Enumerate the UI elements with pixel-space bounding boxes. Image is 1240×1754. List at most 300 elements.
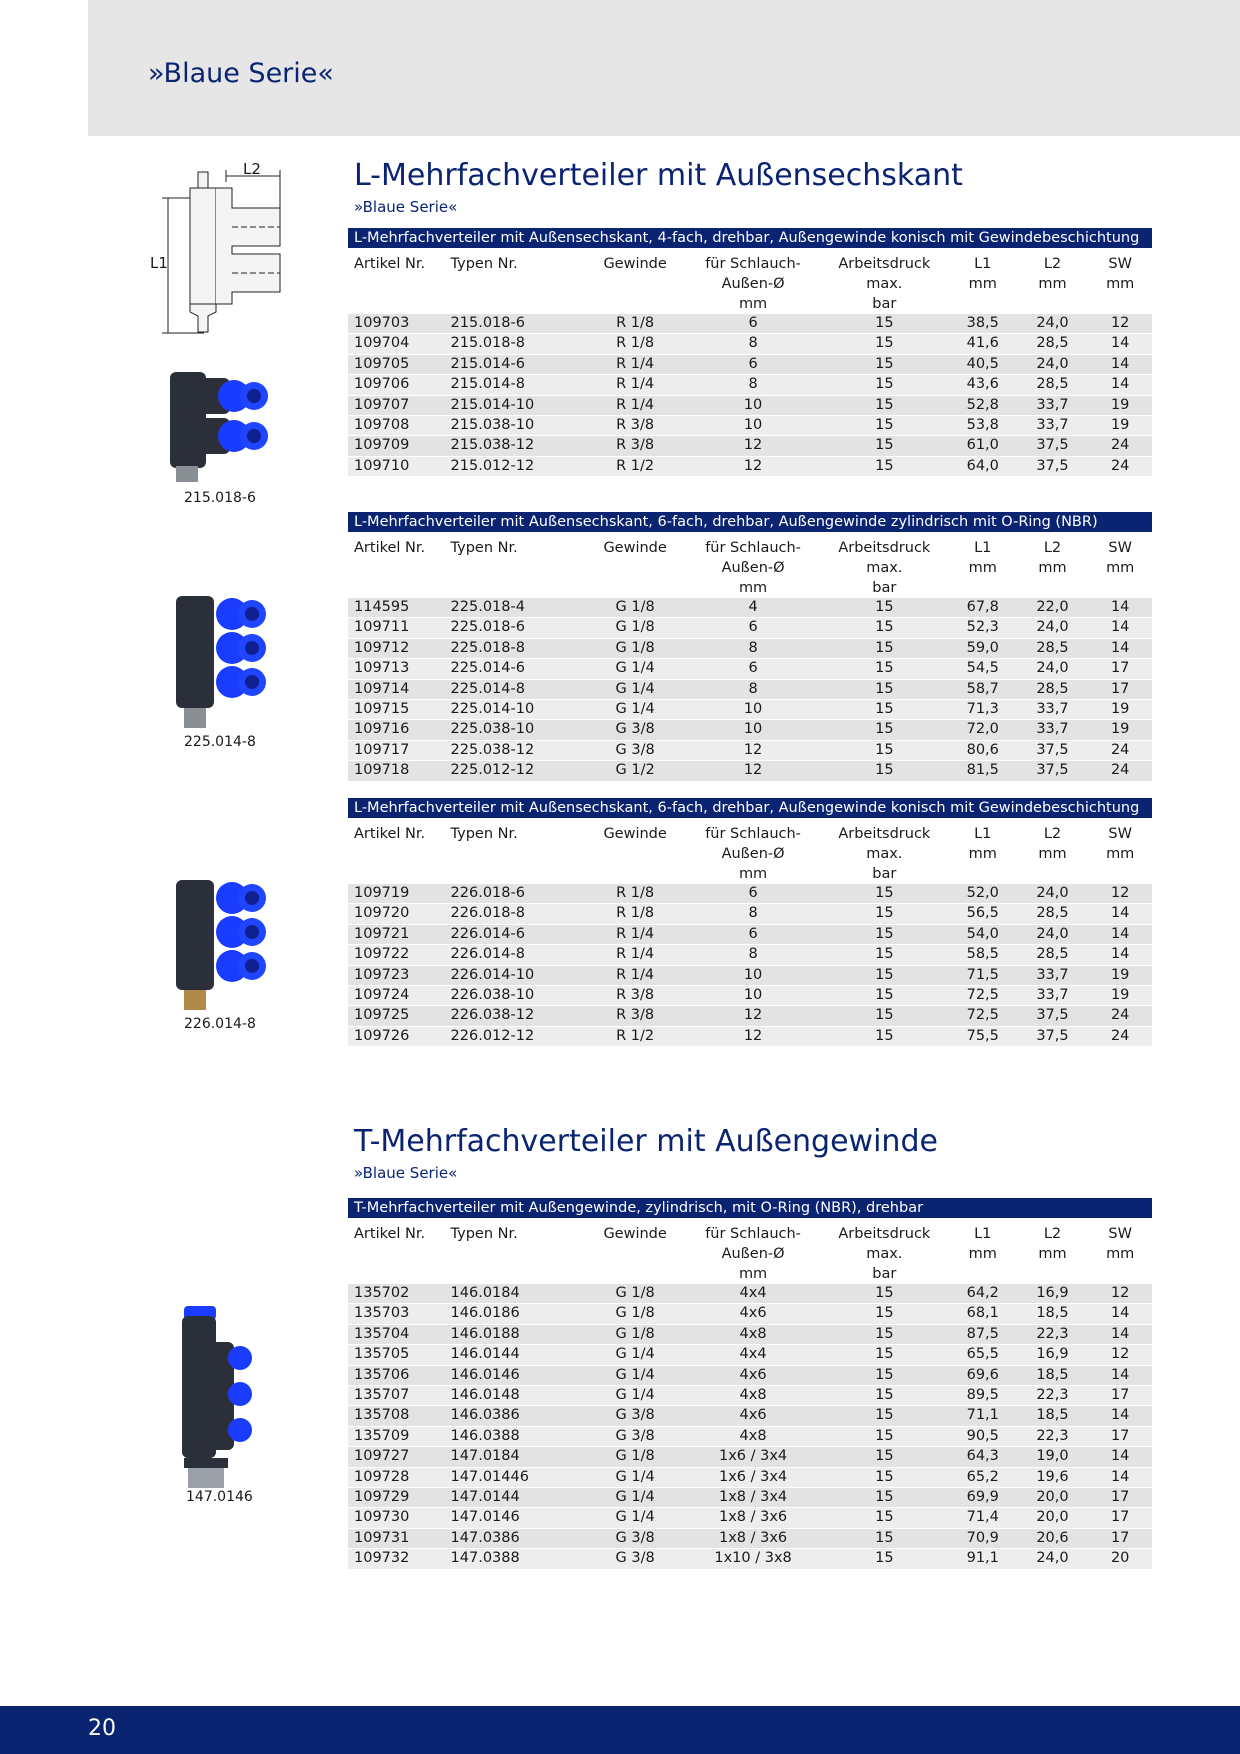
- cell-artikel: 135706: [348, 1365, 451, 1385]
- cell-typen: 225.018-8: [451, 638, 584, 658]
- cell-l2: 16,9: [1017, 1345, 1089, 1365]
- cell-druck: 15: [820, 1026, 949, 1046]
- cell-sw: 24: [1088, 436, 1152, 456]
- cell-l2: 33,7: [1017, 416, 1089, 436]
- cell-l1: 81,5: [949, 761, 1017, 781]
- cell-l2: 28,5: [1017, 334, 1089, 354]
- cell-l1: 58,5: [949, 945, 1017, 965]
- table-row: [348, 618, 1152, 638]
- table-row: [348, 1026, 1152, 1046]
- cell-schlauch: 8: [686, 904, 819, 924]
- cell-typen: 146.0386: [451, 1406, 584, 1426]
- col-header-schlauch: für Schlauch- Außen-Ø mm: [705, 256, 801, 312]
- cell-schlauch: 4x8: [686, 1386, 819, 1406]
- cell-l1: 72,5: [949, 986, 1017, 1006]
- cell-typen: 226.018-6: [451, 884, 584, 904]
- cell-typen: 225.014-8: [451, 679, 584, 699]
- cell-artikel: 109709: [348, 436, 451, 456]
- cell-schlauch: 8: [686, 679, 819, 699]
- cell-l2: 28,5: [1017, 375, 1089, 395]
- cell-druck: 15: [820, 416, 949, 436]
- col-header-gewinde: Gewinde: [603, 1226, 667, 1242]
- cell-sw: 14: [1088, 354, 1152, 374]
- cell-l1: 91,1: [949, 1549, 1017, 1569]
- cell-schlauch: 4x6: [686, 1406, 819, 1426]
- cell-gewinde: G 1/8: [584, 638, 687, 658]
- cell-druck: 15: [820, 395, 949, 415]
- cell-l2: 18,5: [1017, 1365, 1089, 1385]
- col-header-artikel: Artikel Nr.: [354, 1226, 426, 1242]
- cell-typen: 226.038-12: [451, 1006, 584, 1026]
- cell-druck: 15: [820, 1006, 949, 1026]
- table-row: [348, 761, 1152, 781]
- cell-gewinde: R 3/8: [584, 436, 687, 456]
- table-row: [348, 1006, 1152, 1026]
- cell-gewinde: G 3/8: [584, 740, 687, 760]
- cell-sw: 12: [1088, 884, 1152, 904]
- spec-table-2: [348, 512, 1152, 782]
- cell-typen: 215.038-10: [451, 416, 584, 436]
- spec-table-3: [348, 798, 1152, 1047]
- table-row: [348, 334, 1152, 354]
- table-row: [348, 700, 1152, 720]
- photo-caption: 225.014-8: [184, 734, 256, 750]
- col-header-sw: SW mm: [1106, 826, 1135, 862]
- table-row: [348, 436, 1152, 456]
- cell-druck: 15: [820, 1447, 949, 1467]
- cell-typen: 215.012-12: [451, 456, 584, 476]
- cell-artikel: 109712: [348, 638, 451, 658]
- cell-l1: 72,0: [949, 720, 1017, 740]
- cell-l1: 52,3: [949, 618, 1017, 638]
- cell-druck: 15: [820, 1467, 949, 1487]
- table-row: [348, 598, 1152, 618]
- cell-sw: 19: [1088, 720, 1152, 740]
- cell-typen: 146.0144: [451, 1345, 584, 1365]
- col-header-schlauch: für Schlauch- Außen-Ø mm: [705, 1226, 801, 1282]
- cell-artikel: 109719: [348, 884, 451, 904]
- cell-l2: 28,5: [1017, 904, 1089, 924]
- col-header-l1: L1 mm: [968, 540, 997, 576]
- product-photo-225: [172, 592, 268, 732]
- cell-artikel: 135707: [348, 1386, 451, 1406]
- cell-l2: 33,7: [1017, 395, 1089, 415]
- cell-l1: 54,0: [949, 924, 1017, 944]
- cell-schlauch: 8: [686, 375, 819, 395]
- cell-sw: 14: [1088, 598, 1152, 618]
- cell-sw: 14: [1088, 1447, 1152, 1467]
- cell-artikel: 109729: [348, 1488, 451, 1508]
- cell-schlauch: 12: [686, 1006, 819, 1026]
- cell-schlauch: 12: [686, 740, 819, 760]
- cell-l2: 22,3: [1017, 1386, 1089, 1406]
- cell-artikel: 109720: [348, 904, 451, 924]
- table-row: [348, 1406, 1152, 1426]
- col-header-schlauch: für Schlauch- Außen-Ø mm: [705, 540, 801, 596]
- cell-artikel: 109714: [348, 679, 451, 699]
- cell-typen: 225.014-10: [451, 700, 584, 720]
- col-header-artikel: Artikel Nr.: [354, 826, 426, 842]
- cell-l1: 71,4: [949, 1508, 1017, 1528]
- cell-artikel: 135704: [348, 1324, 451, 1344]
- cell-schlauch: 10: [686, 986, 819, 1006]
- cell-typen: 226.038-10: [451, 986, 584, 1006]
- cell-gewinde: G 1/4: [584, 1386, 687, 1406]
- cell-l1: 67,8: [949, 598, 1017, 618]
- cell-schlauch: 10: [686, 416, 819, 436]
- cell-typen: 226.014-10: [451, 965, 584, 985]
- cell-gewinde: G 3/8: [584, 1406, 687, 1426]
- cell-typen: 215.038-12: [451, 436, 584, 456]
- table-row: [348, 1324, 1152, 1344]
- cell-druck: 15: [820, 679, 949, 699]
- cell-sw: 14: [1088, 904, 1152, 924]
- cell-sw: 14: [1088, 1304, 1152, 1324]
- table-row: [348, 1549, 1152, 1569]
- cell-druck: 15: [820, 720, 949, 740]
- col-header-druck: Arbeitsdruck max. bar: [838, 256, 931, 312]
- cell-druck: 15: [820, 1284, 949, 1304]
- cell-typen: 226.014-8: [451, 945, 584, 965]
- table-row: [348, 1365, 1152, 1385]
- col-header-typen: Typen Nr.: [450, 540, 518, 556]
- cell-sw: 12: [1088, 314, 1152, 334]
- cell-gewinde: G 1/4: [584, 1345, 687, 1365]
- cell-artikel: 109728: [348, 1467, 451, 1487]
- cell-druck: 15: [820, 618, 949, 638]
- cell-druck: 15: [820, 761, 949, 781]
- cell-sw: 14: [1088, 334, 1152, 354]
- cell-typen: 146.0146: [451, 1365, 584, 1385]
- cell-gewinde: G 1/4: [584, 700, 687, 720]
- cell-l1: 61,0: [949, 436, 1017, 456]
- cell-l2: 24,0: [1017, 1549, 1089, 1569]
- cell-druck: 15: [820, 1324, 949, 1344]
- cell-sw: 20: [1088, 1549, 1152, 1569]
- cell-typen: 225.014-6: [451, 659, 584, 679]
- col-header-druck: Arbeitsdruck max. bar: [838, 826, 931, 882]
- page-number: 20: [88, 1716, 116, 1741]
- cell-l1: 64,2: [949, 1284, 1017, 1304]
- table-caption: L-Mehrfachverteiler mit Außensechskant, 6-fach, drehbar, Außengewinde konisch mit Gewindebeschichtung: [348, 798, 1152, 818]
- cell-schlauch: 6: [686, 884, 819, 904]
- cell-schlauch: 1x6 / 3x4: [686, 1447, 819, 1467]
- cell-druck: 15: [820, 456, 949, 476]
- photo-caption: 226.014-8: [184, 1016, 256, 1032]
- table-row: [348, 986, 1152, 1006]
- section-title: T-Mehrfachverteiler mit Außengewinde: [354, 1124, 938, 1159]
- cell-typen: 146.0148: [451, 1386, 584, 1406]
- cell-l2: 37,5: [1017, 436, 1089, 456]
- cell-l2: 37,5: [1017, 761, 1089, 781]
- cell-druck: 15: [820, 598, 949, 618]
- cell-l2: 24,0: [1017, 659, 1089, 679]
- cell-druck: 15: [820, 375, 949, 395]
- cell-l1: 68,1: [949, 1304, 1017, 1324]
- cell-gewinde: R 1/8: [584, 334, 687, 354]
- cell-artikel: 109706: [348, 375, 451, 395]
- cell-gewinde: R 1/4: [584, 375, 687, 395]
- cell-sw: 24: [1088, 1026, 1152, 1046]
- cell-typen: 147.0388: [451, 1549, 584, 1569]
- cell-gewinde: G 1/8: [584, 1304, 687, 1324]
- cell-schlauch: 10: [686, 395, 819, 415]
- cell-l1: 80,6: [949, 740, 1017, 760]
- cell-l2: 20,0: [1017, 1488, 1089, 1508]
- cell-gewinde: G 1/4: [584, 1488, 687, 1508]
- cell-typen: 147.0146: [451, 1508, 584, 1528]
- cell-l1: 71,3: [949, 700, 1017, 720]
- cell-sw: 17: [1088, 1386, 1152, 1406]
- cell-l2: 22,3: [1017, 1324, 1089, 1344]
- product-photo-226: [172, 876, 268, 1014]
- cell-druck: 15: [820, 1386, 949, 1406]
- cell-l1: 72,5: [949, 1006, 1017, 1026]
- col-header-l2: L2 mm: [1038, 256, 1067, 292]
- col-header-typen: Typen Nr.: [450, 256, 518, 272]
- cell-l1: 71,1: [949, 1406, 1017, 1426]
- cell-druck: 15: [820, 1528, 949, 1548]
- cell-druck: 15: [820, 1345, 949, 1365]
- cell-schlauch: 4: [686, 598, 819, 618]
- col-header-typen: Typen Nr.: [450, 826, 518, 842]
- cell-sw: 14: [1088, 1467, 1152, 1487]
- table-row: [348, 659, 1152, 679]
- cell-sw: 14: [1088, 945, 1152, 965]
- col-header-l1: L1 mm: [968, 826, 997, 862]
- cell-artikel: 135705: [348, 1345, 451, 1365]
- cell-sw: 17: [1088, 1488, 1152, 1508]
- cell-schlauch: 12: [686, 761, 819, 781]
- cell-l2: 24,0: [1017, 924, 1089, 944]
- cell-l1: 56,5: [949, 904, 1017, 924]
- col-header-sw: SW mm: [1106, 256, 1135, 292]
- cell-druck: 15: [820, 986, 949, 1006]
- cell-artikel: 135709: [348, 1426, 451, 1446]
- table-row: [348, 1284, 1152, 1304]
- col-header-druck: Arbeitsdruck max. bar: [838, 540, 931, 596]
- cell-sw: 19: [1088, 986, 1152, 1006]
- photo-caption: 147.0146: [186, 1489, 253, 1505]
- col-header-druck: Arbeitsdruck max. bar: [838, 1226, 931, 1282]
- cell-gewinde: R 1/2: [584, 456, 687, 476]
- table-row: [348, 1488, 1152, 1508]
- table-row: [348, 720, 1152, 740]
- cell-schlauch: 12: [686, 436, 819, 456]
- cell-l2: 33,7: [1017, 700, 1089, 720]
- cell-typen: 226.018-8: [451, 904, 584, 924]
- cell-typen: 215.014-10: [451, 395, 584, 415]
- cell-typen: 225.038-10: [451, 720, 584, 740]
- cell-gewinde: G 1/4: [584, 1365, 687, 1385]
- table-row: [348, 924, 1152, 944]
- cell-l1: 59,0: [949, 638, 1017, 658]
- cell-schlauch: 6: [686, 314, 819, 334]
- cell-druck: 15: [820, 436, 949, 456]
- cell-typen: 215.018-8: [451, 334, 584, 354]
- cell-sw: 14: [1088, 1365, 1152, 1385]
- table-row: [348, 1345, 1152, 1365]
- cell-druck: 15: [820, 1549, 949, 1569]
- cell-typen: 225.038-12: [451, 740, 584, 760]
- table-caption: L-Mehrfachverteiler mit Außensechskant, 6-fach, drehbar, Außengewinde zylindrisch mit O-Ring (NBR): [348, 512, 1152, 532]
- cell-schlauch: 1x6 / 3x4: [686, 1467, 819, 1487]
- cell-l1: 43,6: [949, 375, 1017, 395]
- cell-artikel: 109718: [348, 761, 451, 781]
- cell-artikel: 109732: [348, 1549, 451, 1569]
- cell-l1: 64,3: [949, 1447, 1017, 1467]
- cell-sw: 14: [1088, 1406, 1152, 1426]
- cell-artikel: 109731: [348, 1528, 451, 1548]
- cell-schlauch: 8: [686, 334, 819, 354]
- cell-l2: 24,0: [1017, 884, 1089, 904]
- table-row: [348, 945, 1152, 965]
- cell-typen: 146.0188: [451, 1324, 584, 1344]
- cell-l1: 58,7: [949, 679, 1017, 699]
- cell-l1: 54,5: [949, 659, 1017, 679]
- drawing-label-l2: L2: [243, 160, 261, 178]
- cell-l1: 87,5: [949, 1324, 1017, 1344]
- cell-sw: 17: [1088, 659, 1152, 679]
- cell-sw: 17: [1088, 1426, 1152, 1446]
- cell-artikel: 109715: [348, 700, 451, 720]
- cell-schlauch: 6: [686, 924, 819, 944]
- cell-schlauch: 8: [686, 638, 819, 658]
- cell-gewinde: G 1/8: [584, 1447, 687, 1467]
- cell-artikel: 109727: [348, 1447, 451, 1467]
- cell-schlauch: 1x8 / 3x6: [686, 1508, 819, 1528]
- col-header-schlauch: für Schlauch- Außen-Ø mm: [705, 826, 801, 882]
- cell-sw: 14: [1088, 1324, 1152, 1344]
- cell-artikel: 109713: [348, 659, 451, 679]
- spec-table-4: [348, 1198, 1152, 1570]
- cell-gewinde: R 1/4: [584, 924, 687, 944]
- table-row: [348, 375, 1152, 395]
- cell-artikel: 109716: [348, 720, 451, 740]
- dimension-drawing: [146, 158, 286, 336]
- cell-l2: 19,0: [1017, 1447, 1089, 1467]
- cell-typen: 146.0184: [451, 1284, 584, 1304]
- cell-typen: 147.01446: [451, 1467, 584, 1487]
- cell-l2: 33,7: [1017, 986, 1089, 1006]
- cell-schlauch: 10: [686, 720, 819, 740]
- cell-l1: 69,6: [949, 1365, 1017, 1385]
- col-header-l2: L2 mm: [1038, 826, 1067, 862]
- cell-artikel: 109708: [348, 416, 451, 436]
- cell-l1: 38,5: [949, 314, 1017, 334]
- cell-l2: 16,9: [1017, 1284, 1089, 1304]
- cell-sw: 12: [1088, 1284, 1152, 1304]
- col-header-artikel: Artikel Nr.: [354, 256, 426, 272]
- cell-schlauch: 12: [686, 456, 819, 476]
- cell-gewinde: G 1/4: [584, 1467, 687, 1487]
- cell-druck: 15: [820, 1406, 949, 1426]
- cell-artikel: 109711: [348, 618, 451, 638]
- table-row: [348, 1528, 1152, 1548]
- table-row: [348, 1386, 1152, 1406]
- cell-l2: 18,5: [1017, 1406, 1089, 1426]
- cell-gewinde: R 3/8: [584, 416, 687, 436]
- cell-gewinde: G 1/8: [584, 598, 687, 618]
- cell-druck: 15: [820, 354, 949, 374]
- cell-typen: 146.0186: [451, 1304, 584, 1324]
- cell-gewinde: R 3/8: [584, 1006, 687, 1026]
- col-header-typen: Typen Nr.: [450, 1226, 518, 1242]
- cell-l2: 22,0: [1017, 598, 1089, 618]
- table-row: [348, 679, 1152, 699]
- cell-l2: 18,5: [1017, 1304, 1089, 1324]
- cell-artikel: 109704: [348, 334, 451, 354]
- table-caption: L-Mehrfachverteiler mit Außensechskant, 4-fach, drehbar, Außengewinde konisch mit Gewindebeschichtung: [348, 228, 1152, 248]
- cell-l2: 33,7: [1017, 720, 1089, 740]
- cell-l1: 90,5: [949, 1426, 1017, 1446]
- cell-sw: 14: [1088, 375, 1152, 395]
- cell-artikel: 135708: [348, 1406, 451, 1426]
- cell-l1: 70,9: [949, 1528, 1017, 1548]
- cell-artikel: 109710: [348, 456, 451, 476]
- table-caption: T-Mehrfachverteiler mit Außengewinde, zylindrisch, mit O-Ring (NBR), drehbar: [348, 1198, 1152, 1218]
- cell-gewinde: G 1/2: [584, 761, 687, 781]
- cell-artikel: 109703: [348, 314, 451, 334]
- col-header-gewinde: Gewinde: [603, 256, 667, 272]
- col-header-l1: L1 mm: [968, 1226, 997, 1262]
- cell-l1: 52,0: [949, 884, 1017, 904]
- cell-typen: 147.0386: [451, 1528, 584, 1548]
- cell-druck: 15: [820, 1426, 949, 1446]
- cell-druck: 15: [820, 924, 949, 944]
- cell-schlauch: 6: [686, 354, 819, 374]
- cell-typen: 147.0184: [451, 1447, 584, 1467]
- cell-druck: 15: [820, 884, 949, 904]
- cell-schlauch: 4x6: [686, 1365, 819, 1385]
- table-row: [348, 314, 1152, 334]
- cell-artikel: 109721: [348, 924, 451, 944]
- cell-gewinde: R 1/4: [584, 965, 687, 985]
- cell-gewinde: G 3/8: [584, 1528, 687, 1548]
- cell-l2: 28,5: [1017, 679, 1089, 699]
- cell-druck: 15: [820, 638, 949, 658]
- col-header-gewinde: Gewinde: [603, 826, 667, 842]
- cell-gewinde: G 3/8: [584, 1549, 687, 1569]
- cell-l2: 37,5: [1017, 456, 1089, 476]
- cell-l2: 19,6: [1017, 1467, 1089, 1487]
- cell-gewinde: R 1/4: [584, 945, 687, 965]
- cell-schlauch: 1x10 / 3x8: [686, 1549, 819, 1569]
- cell-artikel: 109705: [348, 354, 451, 374]
- cell-schlauch: 4x4: [686, 1345, 819, 1365]
- cell-gewinde: G 1/4: [584, 1508, 687, 1528]
- cell-l1: 52,8: [949, 395, 1017, 415]
- cell-artikel: 109717: [348, 740, 451, 760]
- col-header-l2: L2 mm: [1038, 540, 1067, 576]
- table-row: [348, 1426, 1152, 1446]
- cell-sw: 14: [1088, 924, 1152, 944]
- cell-sw: 19: [1088, 965, 1152, 985]
- cell-l1: 40,5: [949, 354, 1017, 374]
- col-header-gewinde: Gewinde: [603, 540, 667, 556]
- cell-gewinde: G 1/8: [584, 618, 687, 638]
- cell-gewinde: R 1/8: [584, 884, 687, 904]
- cell-schlauch: 12: [686, 1026, 819, 1046]
- cell-sw: 24: [1088, 761, 1152, 781]
- cell-druck: 15: [820, 1508, 949, 1528]
- cell-druck: 15: [820, 1304, 949, 1324]
- cell-l1: 64,0: [949, 456, 1017, 476]
- cell-artikel: 135702: [348, 1284, 451, 1304]
- table-row: [348, 884, 1152, 904]
- col-header-l2: L2 mm: [1038, 1226, 1067, 1262]
- cell-gewinde: R 1/2: [584, 1026, 687, 1046]
